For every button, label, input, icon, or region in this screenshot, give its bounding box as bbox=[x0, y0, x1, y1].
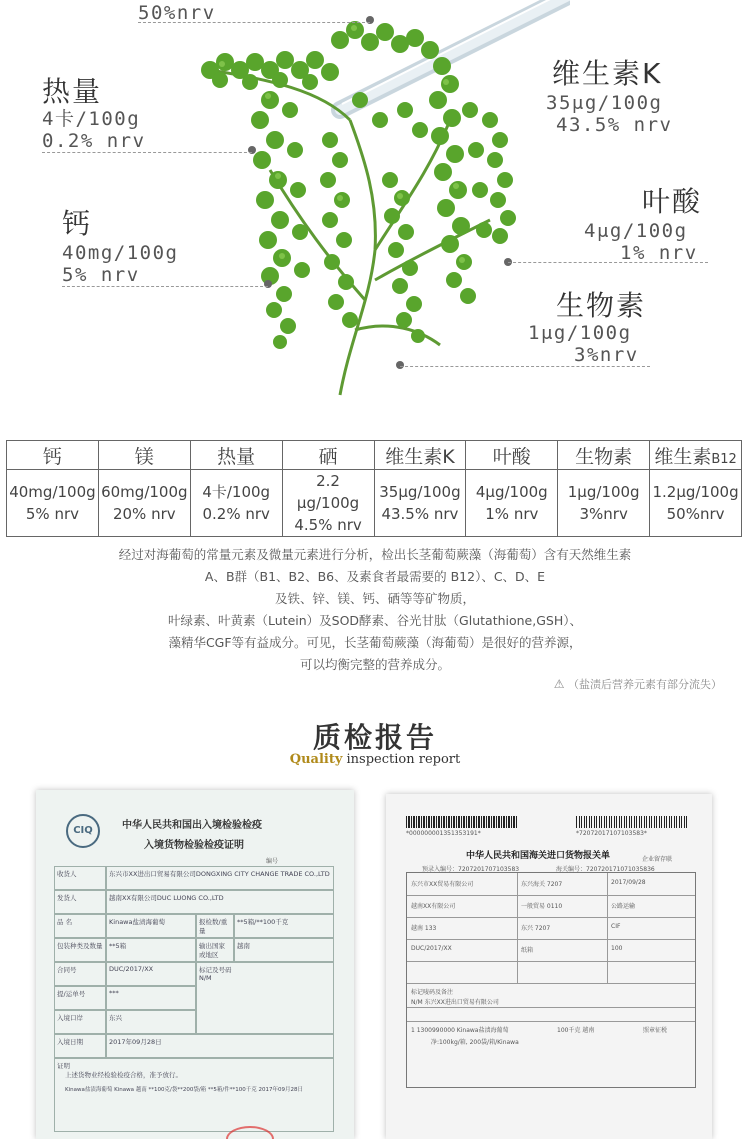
label-calcium-value: 40mg/100g bbox=[62, 242, 179, 264]
decl-field: 东兴市XX贸易有限公司 bbox=[411, 881, 474, 888]
description-line: A、B群（B1、B2、B6、及素食者最需要的 B12）、C、D、E bbox=[204, 569, 546, 584]
decl-field: 净:100kg/箱, 200袋/箱/Kinawa bbox=[431, 1039, 519, 1046]
table-header-cell: 维生素K bbox=[374, 441, 466, 470]
barcode-1-text: *000000001351353191* bbox=[406, 830, 481, 837]
description-line: 经过对海葡萄的常量元素及微量元素进行分析，检出长茎葡萄蕨藻（海葡萄）含有天然维生素 bbox=[118, 547, 632, 562]
cell-nrv: 50%nrv bbox=[666, 505, 725, 523]
table-header-cell: 钙 bbox=[7, 441, 99, 470]
cert-row-key: 发货人 bbox=[54, 890, 106, 914]
decl-field: 越南XX有限公司 bbox=[411, 903, 456, 910]
decl-field: CIF bbox=[611, 923, 621, 930]
label-vitamin-k-value: 35μg/100g bbox=[546, 92, 663, 114]
hero-section bbox=[0, 0, 750, 430]
cert-qty-value: **5箱/**100千克 bbox=[234, 914, 334, 938]
decl-field: 100千克 越南 bbox=[557, 1027, 595, 1034]
label-vitamin-k-nrv: 43.5% nrv bbox=[556, 114, 673, 136]
cell-nrv: 43.5% nrv bbox=[381, 505, 459, 523]
cell-amount: 2.2 μg/100g bbox=[296, 472, 360, 512]
barcode-2-text: *72072017107103583* bbox=[576, 830, 647, 837]
qc-subtitle-quality: Quality bbox=[289, 752, 343, 767]
pointer-line bbox=[138, 22, 370, 23]
table-cell bbox=[190, 470, 282, 537]
cell-nrv: 3%nrv bbox=[579, 505, 628, 523]
cell-amount: 35μg/100g bbox=[379, 483, 461, 501]
qc-subtitle-rest: inspection report bbox=[342, 752, 461, 767]
label-calories-value: 4卡/100g bbox=[42, 108, 141, 130]
cert-row-key: 提/运单号 bbox=[54, 986, 106, 1010]
table-header-cell: 硒 bbox=[282, 441, 374, 470]
declaration-copy-label: 企业留存联 bbox=[642, 856, 673, 863]
cert-row-value: 东兴 bbox=[106, 1010, 196, 1034]
cell-amount: 60mg/100g bbox=[101, 483, 188, 501]
cert-origin-value: 越南 bbox=[234, 938, 334, 962]
table-row bbox=[7, 470, 742, 537]
label-biotin-value: 1μg/100g bbox=[528, 322, 632, 344]
decl-field: 1 1300990000 Kinawa盐渍海葡萄 bbox=[411, 1027, 509, 1034]
table-cell bbox=[282, 470, 374, 537]
table-cell bbox=[98, 470, 190, 537]
cell-nrv: 20% nrv bbox=[112, 505, 176, 523]
cert-row-value: 越南XX有限公司DUC LUONG CO.,LTD bbox=[106, 890, 334, 914]
description-line: 藻精华CGF等有益成分。可见，长茎葡萄蕨藻（海葡萄）是很好的营养源， bbox=[168, 635, 582, 650]
label-biotin-nrv: 3%nrv bbox=[574, 344, 639, 366]
table-cell bbox=[466, 470, 558, 537]
cert-title-2: 入境货物检验检疫证明 bbox=[144, 840, 244, 851]
cell-amount: 4μg/100g bbox=[475, 483, 548, 501]
cert-row-value: 东兴市XX进出口贸易有限公司DONGXING CITY CHANGE TRADE CO.,LTD bbox=[106, 866, 334, 890]
label-folate: 叶酸 bbox=[642, 185, 703, 218]
barcode-1 bbox=[406, 816, 518, 828]
cert-origin-label: 输出国家或地区 bbox=[196, 938, 234, 962]
table-header-cell: 叶酸 bbox=[466, 441, 558, 470]
ciq-logo: CIQ bbox=[66, 814, 100, 848]
header-b12-suffix: B12 bbox=[711, 451, 737, 467]
decl-field: 标记唛码及备注 bbox=[411, 989, 454, 996]
cert-row-key: 入境日期 bbox=[54, 1034, 106, 1058]
cert-proof-text: 上述货物业经检验检疫合格，准予放行。 bbox=[65, 1071, 182, 1079]
cert-row-key: 包装种类及数量 bbox=[54, 938, 106, 962]
description-line: 及铁、锌、镁、钙、硒等等矿物质， bbox=[274, 591, 475, 606]
cert-qty-label: 报检数/重量 bbox=[196, 914, 234, 938]
cert-mark-box bbox=[196, 962, 334, 1034]
decl-field: 公路运输 bbox=[611, 903, 636, 910]
table-header-cell: 镁 bbox=[98, 441, 190, 470]
description-line: 可以均衡完整的营养成分。 bbox=[299, 657, 450, 672]
cert-row-key: 合同号 bbox=[54, 962, 106, 986]
label-calcium: 钙 bbox=[62, 207, 93, 240]
cert-proof-label: 证明 bbox=[57, 1062, 70, 1070]
warning-icon: ⚠ bbox=[553, 677, 565, 691]
decl-field: DUC/2017/XX bbox=[411, 945, 452, 952]
decl-field: 越南 133 bbox=[411, 925, 437, 932]
nutrition-table bbox=[6, 440, 742, 537]
table-cell bbox=[7, 470, 99, 537]
declaration-pre-no: 预录入编号：7207201707103583 bbox=[422, 866, 520, 873]
cert-proof-box bbox=[54, 1058, 334, 1132]
cert-row-value: 2017年09月28日 bbox=[106, 1034, 334, 1058]
table-cell bbox=[374, 470, 466, 537]
pipette-illustration bbox=[340, 0, 570, 110]
decl-field: 2017/09/28 bbox=[611, 879, 646, 886]
cell-nrv: 5% nrv bbox=[25, 505, 79, 523]
cert-mark-label: 标记及号码 bbox=[199, 966, 232, 974]
decl-field: 照章征税 bbox=[643, 1027, 668, 1034]
description-text bbox=[60, 544, 690, 676]
table-cell bbox=[650, 470, 742, 537]
qc-title: 质检报告 bbox=[312, 721, 437, 754]
cert-goods-line: Kinawa盐渍海葡萄 Kinawa 越南 **100克/袋**200袋/箱 **5箱/件**100千克 2017年09月28日 bbox=[65, 1087, 304, 1093]
declaration-grid bbox=[406, 872, 696, 1088]
header-vitamin: 维生素 bbox=[654, 445, 712, 468]
label-vitamin-k: 维生素K bbox=[552, 57, 663, 90]
table-header-cell: 热量 bbox=[190, 441, 282, 470]
cell-nrv: 4.5% nrv bbox=[294, 516, 362, 534]
cell-nrv: 0.2% nrv bbox=[202, 505, 270, 523]
cell-nrv: 1% nrv bbox=[485, 505, 539, 523]
cert-no-label: 编号 bbox=[266, 858, 279, 865]
decl-field: 东兴 7207 bbox=[521, 925, 551, 932]
cert-row-value: **5箱 bbox=[106, 938, 196, 962]
top-nrv-fragment: 50%nrv bbox=[138, 2, 216, 24]
salt-note-text: （盐渍后营养元素有部分流失） bbox=[568, 678, 722, 691]
decl-field: N/M 东兴XX进出口贸易有限公司 bbox=[411, 999, 499, 1006]
table-cell bbox=[558, 470, 650, 537]
label-biotin: 生物素 bbox=[556, 289, 647, 322]
cell-amount: 1μg/100g bbox=[567, 483, 640, 501]
label-calories-nrv: 0.2% nrv bbox=[42, 130, 146, 152]
cert-row-key: 入境口岸 bbox=[54, 1010, 106, 1034]
cell-amount: 4卡/100g bbox=[202, 483, 271, 501]
cell-amount: 1.2μg/100g bbox=[652, 483, 739, 501]
decl-field: 东兴海关 7207 bbox=[521, 881, 563, 888]
cert-title-1: 中华人民共和国出入境检验检疫 bbox=[122, 820, 262, 831]
table-header-cell bbox=[650, 441, 742, 470]
label-calcium-nrv: 5% nrv bbox=[62, 264, 140, 286]
salt-note bbox=[554, 676, 722, 692]
declaration-customs-no: 海关编号：720720171071035836 bbox=[556, 866, 655, 873]
cert-row-key: 品 名 bbox=[54, 914, 106, 938]
cell-amount: 40mg/100g bbox=[9, 483, 96, 501]
decl-field: 100 bbox=[611, 945, 623, 952]
qc-subtitle bbox=[0, 752, 750, 767]
pointer-line bbox=[42, 152, 252, 153]
decl-field: 纸箱 bbox=[521, 947, 534, 954]
label-folate-value: 4μg/100g bbox=[584, 220, 688, 242]
pointer-line bbox=[508, 262, 708, 263]
pointer-line bbox=[62, 286, 268, 287]
declaration-title: 中华人民共和国海关进口货物报关单 bbox=[466, 851, 611, 861]
cert-row-value: DUC/2017/XX bbox=[106, 962, 196, 986]
inspection-certificate-image bbox=[36, 790, 354, 1139]
table-header-row bbox=[7, 441, 742, 470]
cert-mark-value: N/M bbox=[199, 974, 212, 982]
sea-grape-illustration bbox=[150, 0, 570, 410]
table-header-cell: 生物素 bbox=[558, 441, 650, 470]
cert-row-value: Kinawa盐渍海葡萄 bbox=[106, 914, 196, 938]
customs-declaration-image bbox=[386, 794, 712, 1139]
cert-row-key: 收货人 bbox=[54, 866, 106, 890]
description-line: 叶绿素、叶黄素（Lutein）及SOD酵素、谷光甘肽（Glutathione,GSH）、 bbox=[168, 613, 582, 628]
pointer-line bbox=[400, 366, 650, 367]
label-calories: 热量 bbox=[42, 75, 103, 108]
label-folate-nrv: 1% nrv bbox=[620, 242, 698, 264]
barcode-2 bbox=[576, 816, 688, 828]
decl-field: 一般贸易 0110 bbox=[521, 903, 563, 910]
cert-row-value: *** bbox=[106, 986, 196, 1010]
